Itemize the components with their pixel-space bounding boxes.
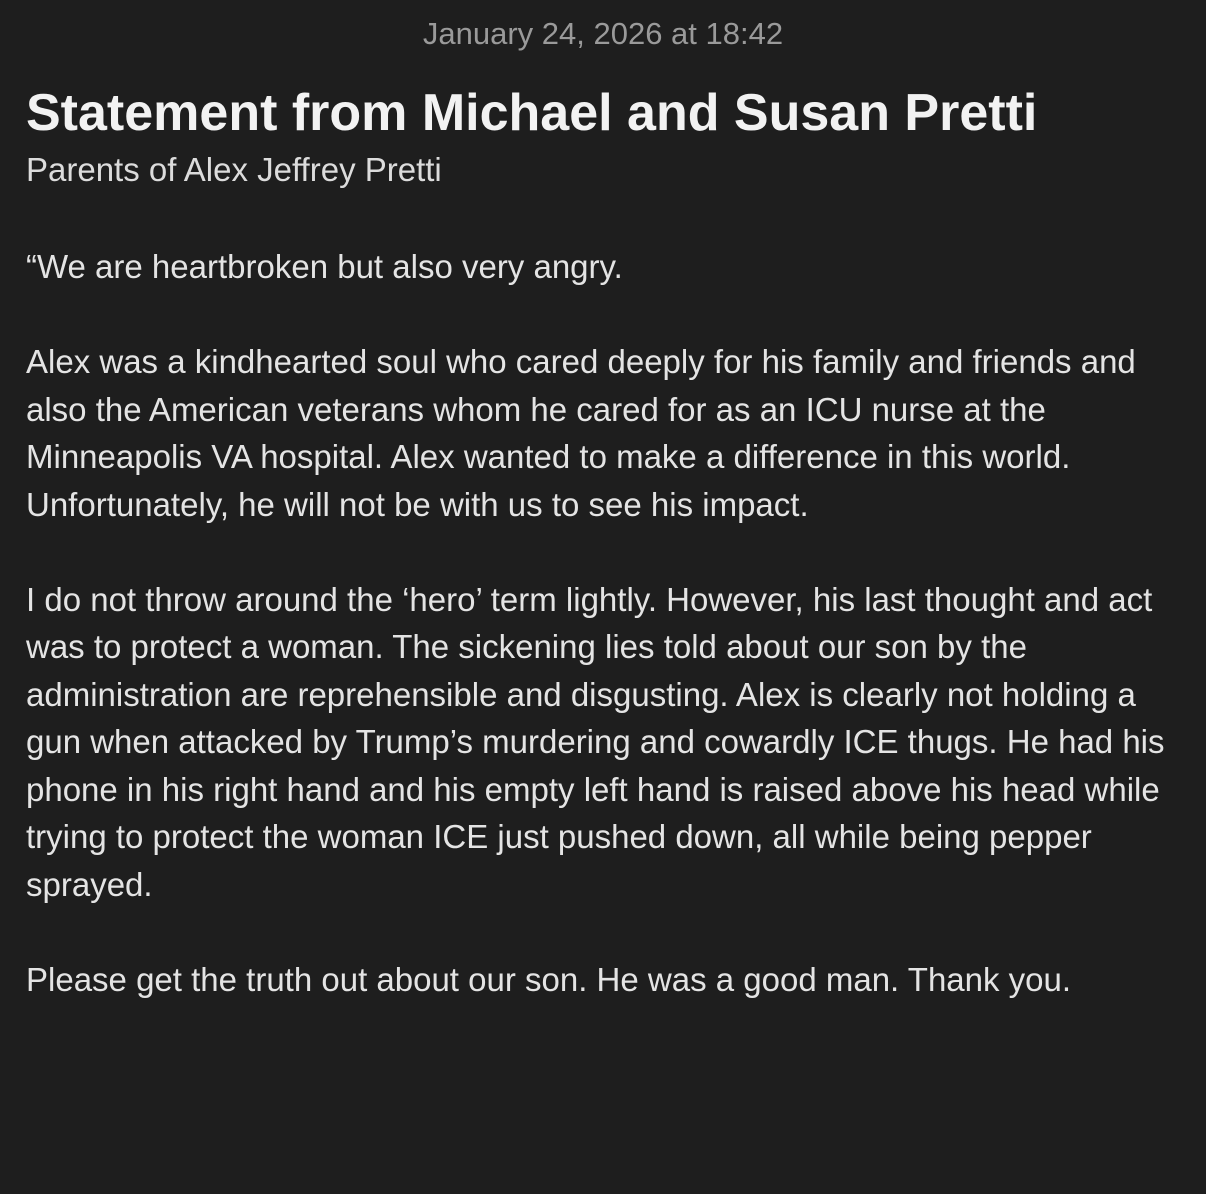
note-paragraph-4[interactable]: Please get the truth out about our son. He was a good man. Thank you. [26,960,1072,998]
note-timestamp: January 24, 2026 at 18:42 [422,16,784,51]
note-title[interactable]: Statement from Michael and Susan Pretti [26,84,1038,142]
note-paragraph-1[interactable]: “We are heartbroken but also very angry. [26,248,623,285]
note-body[interactable] [26,243,1176,1003]
note-paragraph-3[interactable]: I do not throw around the ‘hero’ term lightly. However, his last thought and act was to protect a woman. The sickening lies told about our son by the administration are reprehensible and disgusting. Alex is clearly not holding a gun when attacked by Trump’s murdering and cowardly ICE thugs. He had his phone in his right hand and his empty left hand is raised above his head while trying to protect the woman ICE just pushed down, all while being pepper sprayed. [26,580,1165,903]
note-paragraph-2[interactable]: Alex was a kindhearted soul who cared deeply for his family and friends and also the American veterans whom he cared for as an ICU nurse at the Minneapolis VA hospital. Alex wanted to make a difference in this world. Unfortunately, he will not be with us to see his impact. [26,343,1136,523]
note-subtitle[interactable]: Parents of Alex Jeffrey Pretti [26,151,442,188]
